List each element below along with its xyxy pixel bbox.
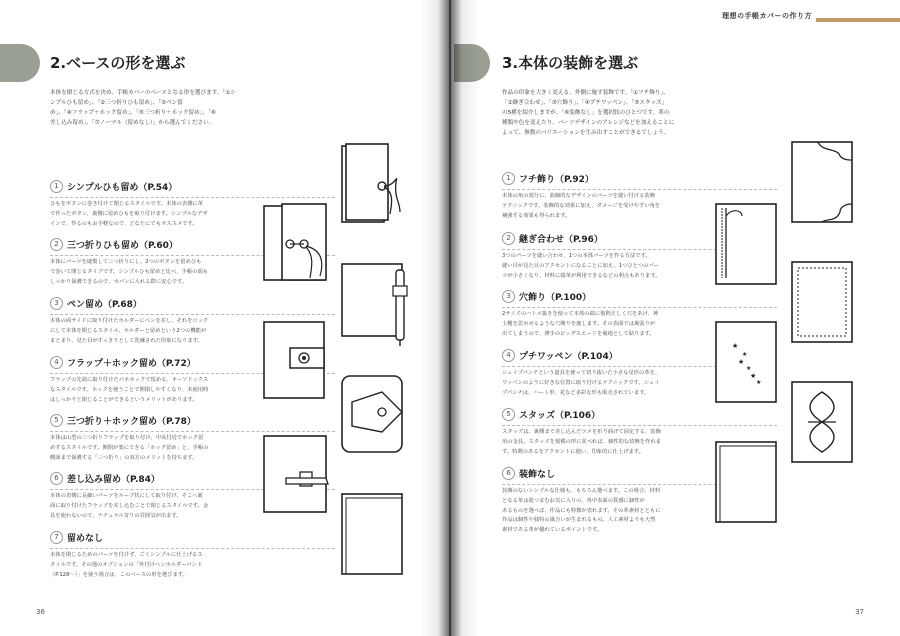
trifold-snap-closure-illustration bbox=[338, 372, 418, 456]
svg-text:★: ★ bbox=[750, 372, 757, 380]
book-title: 理想の手帳カバーの作り方 bbox=[722, 12, 812, 20]
svg-text:★: ★ bbox=[742, 351, 748, 358]
option-title: スタッズ（P.106） bbox=[519, 411, 601, 421]
number-badge: 3 bbox=[50, 297, 63, 310]
svg-text:★: ★ bbox=[732, 342, 739, 350]
option-description: 本体の角の部分に、曲線的なデザインのパーツを縫い付ける装飾 テクニックです。装飾的な効果に加え、ダメージを受けやすい角を 補強する効果も得られます。 bbox=[502, 193, 661, 219]
dashed-divider bbox=[50, 548, 335, 549]
page-number: 37 bbox=[855, 608, 864, 616]
option-description: 装飾のないシンプルな仕様も、もちろん選べます。この場合、材料 となる革は肌つまむお気に入りの、各中表面の質感に個性が あるものを選べば、作品にも特徴が表れます。その革素材とともに 作品は個性や独特の風合いが生まれるもの。人工素材よりも天然 素材である革が優れているポイントです。 bbox=[502, 488, 661, 534]
svg-text:★: ★ bbox=[746, 365, 752, 372]
number-badge: 4 bbox=[50, 356, 63, 369]
number-badge: 2 bbox=[502, 232, 515, 245]
option-title: ペン留め（P.68） bbox=[67, 300, 142, 310]
option-description: 2サイズのハトメ抜きを使って本体の端に規則正しく穴をあけ、神 士靴を思わせるような穴飾りを施します。その表面では裏張りが 出てしまうので、薄手のピッグスエードを裏地として貼ります。 bbox=[502, 311, 659, 337]
option-description: 本体の両サイドに取り付けたホルダーにペンを差し、それをロック にして本体を閉じるスタイル。ホルダーと留めという2つの機能が まとまり、見た目がすっきりとして洗練された印象になります。 bbox=[50, 318, 209, 344]
option-title: 三つ折りひも留め（P.60） bbox=[67, 241, 178, 251]
option-title: 差し込み留め（P.84） bbox=[67, 475, 160, 485]
option-description: 3つのパーツを縫い合わせ、1つの本体パーツを作る方法です。 縫い目が見た目のアクセントになることに加え、1つひとつのパー ツが小さくなり、材料に端革が利用できるなどの利点もあります。 bbox=[502, 253, 661, 279]
dashed-divider bbox=[50, 314, 335, 315]
pen-closure-illustration bbox=[338, 260, 418, 346]
trifold-string-closure-illustration bbox=[260, 200, 340, 284]
option-description: フラップの先端に取り付けたバネホックで留める、オーソドックス なスタイルです。ホックを使うことで開閉しやすくなり、未使用時 はしっかりと閉じることができるというメリットがあります。 bbox=[50, 377, 209, 403]
number-badge: 3 bbox=[502, 290, 515, 303]
option-title: 穴飾り（P.100） bbox=[519, 293, 592, 303]
number-badge: 6 bbox=[50, 472, 63, 485]
header-accent-bar bbox=[816, 18, 900, 22]
left-page bbox=[0, 0, 446, 636]
no-decoration-illustration bbox=[712, 438, 782, 528]
patchwork-illustration bbox=[712, 198, 782, 288]
svg-text:★: ★ bbox=[738, 358, 745, 366]
intro-text: 本体を閉じる方式を決め、手帳カバーのベースとなる形を選びます。「①シンプルひも留め」、「②三つ折りひも留め」、「③ペン留 め」、「④フラップ＋ホック留め」、「⑤三つ折り＋ホック留め」、「⑥ 差し込み留め」、「⑦ノーマル（留めなし）」から選んでください。 bbox=[50, 90, 236, 126]
punched-holes-illustration bbox=[788, 258, 858, 348]
dashed-divider bbox=[502, 189, 777, 190]
number-badge: 5 bbox=[50, 414, 63, 427]
option-title: 三つ折り＋ホック留め（P.78） bbox=[67, 417, 196, 427]
number-badge: 2 bbox=[50, 238, 63, 251]
dashed-divider bbox=[502, 307, 777, 308]
number-badge: 4 bbox=[502, 349, 515, 362]
no-closure-illustration bbox=[338, 490, 418, 580]
option-title: 装飾なし bbox=[519, 470, 556, 480]
option-description: 本体を閉じるためのパーツを付けず、ごくシンプルに仕上げるス タイルです。その他のオプションの「外付けペンホルダーバンド （P.128〜）」を使う場合は、このベースの形を選びます。 bbox=[50, 552, 203, 578]
number-badge: 5 bbox=[502, 408, 515, 421]
base-option-7 bbox=[50, 527, 335, 580]
dashed-divider bbox=[502, 425, 777, 426]
option-description: シェイプパンチという道具を使って切り抜いた小さな星形の革を、 ワッペンのように好きな位置に取り付けるテクニックです。シェイ プパンチは、ハート形、花など多彩な形も販売されています。 bbox=[502, 370, 661, 396]
number-badge: 1 bbox=[502, 172, 515, 185]
binding-gutter bbox=[420, 0, 480, 636]
option-description: ひもをボタンに巻き付けて閉じるスタイルです。本体の表側に革 で作ったボタン、裏側に留めひもを取り付けます。シンプルなデザ インで、作るのもお手軽なので、どなたにでもオススメです。 bbox=[50, 201, 208, 227]
corner-trim-illustration bbox=[788, 138, 858, 228]
option-title: フラップ＋ホック留め（P.72） bbox=[67, 359, 196, 369]
intro-text: 作品の印象を大きく変える、外側に施す装飾です。「①フチ飾り」、 「②継ぎ合わせ」、「③穴飾り」、「④プチワッペン」、「⑤スタッズ」 の5種を紹介しますが、「⑥装飾なし」を選択肢のひとつです。革の 種類や色を変えたり、パーツデザインのアレンジなどを加えることに よって、無数のバリエーションを生み出すことができるでしょう。 bbox=[502, 90, 675, 136]
star-patch-illustration bbox=[712, 318, 782, 408]
option-title: 留めなし bbox=[67, 534, 104, 544]
number-badge: 7 bbox=[50, 531, 63, 544]
studs-illustration bbox=[788, 378, 858, 468]
simple-string-closure-illustration bbox=[338, 142, 418, 226]
option-title: シンプルひも留め（P.54） bbox=[67, 183, 178, 193]
option-description: スタッズは、裏側まで差し込んだツメを折り曲げて固定する、装飾 用の金具。スタッズを規模の形に並べれば、個性的な装飾を作れま す。特徴のあるをアクセントに使い、印象的に仕上げます。 bbox=[502, 429, 661, 455]
tuck-closure-illustration bbox=[260, 432, 340, 516]
svg-text:★: ★ bbox=[756, 379, 762, 386]
option-title: プチワッペン（P.104） bbox=[519, 352, 618, 362]
option-description: 本体の表側に長細いパーツをループ状にして取り付け、そこへ裏 面に取り付けたフラップを差し込むことで閉じるスタイルです。金 具を使わないので、ナチュラル寄りの雰囲気が出ます。 bbox=[50, 493, 209, 519]
option-description: 本体は山型の三つ折りフラップを取り付け、中央付近でホック留 めするスタイルです。開閉が楽にできる「ホック留め」と、手帳の 側面まで保護する「三つ折り」の双方のメリットを持ちます。 bbox=[50, 435, 209, 461]
option-title: 継ぎ合わせ（P.96） bbox=[519, 235, 603, 245]
right-page bbox=[454, 0, 900, 636]
dashed-divider bbox=[50, 197, 335, 198]
page-number: 36 bbox=[36, 608, 45, 616]
number-badge: 6 bbox=[502, 467, 515, 480]
option-description: 本体にパーツを縫製して三つ折りにし、2つのボタンを留めひも で巻いて閉じるタイプです。シンプルひも留めと比べ、手帳の端も しっかり保護できるので、カバンに入れる際に安心です。 bbox=[50, 259, 209, 285]
section-tab bbox=[0, 44, 40, 82]
section-title: 2.ベースの形を選ぶ bbox=[50, 54, 186, 72]
option-title: フチ飾り（P.92） bbox=[519, 175, 594, 185]
flap-snap-closure-illustration bbox=[260, 318, 340, 404]
section-title: 3.本体の装飾を選ぶ bbox=[502, 54, 639, 72]
number-badge: 1 bbox=[50, 180, 63, 193]
